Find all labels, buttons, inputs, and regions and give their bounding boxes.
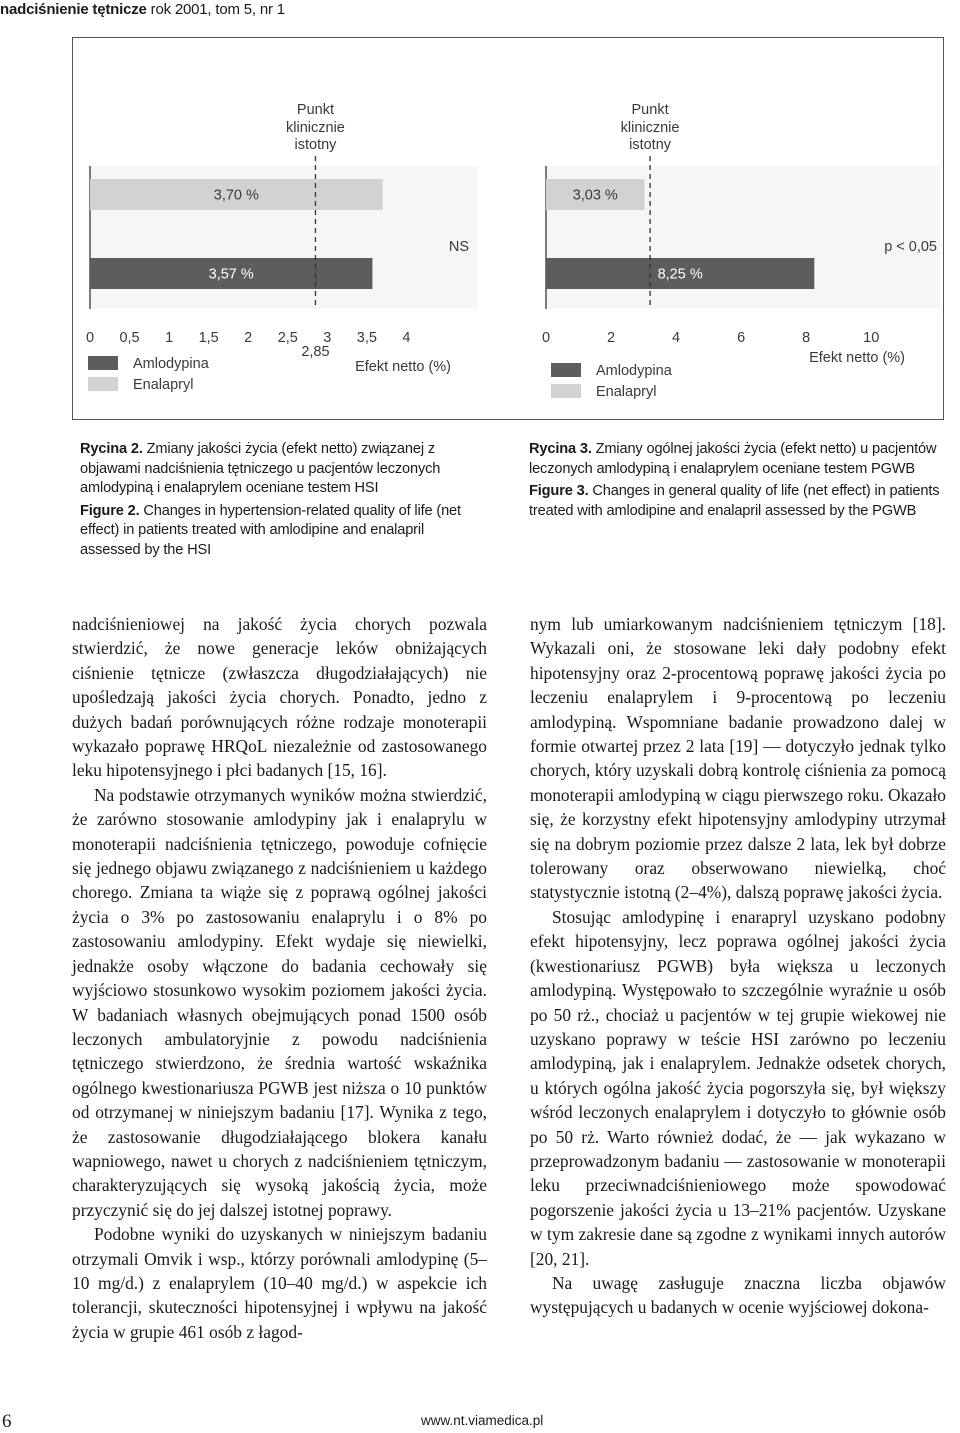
- x-tick-label: 6: [737, 330, 746, 346]
- paragraph: Podobne wyniki do uzyskanych w niniejszym badaniu otrzymali Omvik i wsp., którzy porównali amlodypinę (5–10 mg/d.) z enalaprylem (10–40 mg/d.) w aspekcie ich tolerancji, skuteczności hipotensyjnej i wpływu na jakość życia w grupie 461 osób z łagod-: [72, 1224, 487, 1342]
- body-column-left: [72, 612, 487, 1344]
- x-tick-label: 4: [402, 330, 411, 346]
- paragraph: Na uwagę zasługuje znaczna liczba objawów występujących u badanych w ocenie wyjściowej dokona-: [530, 1272, 946, 1318]
- caption-fig3-pl-label: Rycina 3.: [529, 441, 592, 457]
- x-tick-label: 8: [802, 330, 811, 346]
- legend-swatch-amlodypina: [551, 363, 581, 377]
- legend-swatch-enalapryl: [551, 384, 581, 398]
- x-tick-label: 0,5: [119, 330, 140, 346]
- significance-label: p < 0,05: [884, 239, 937, 255]
- x-axis-label: Efekt netto (%): [355, 359, 451, 375]
- legend-label-amlodypina: Amlodypina: [596, 363, 672, 379]
- x-tick-label: 1,5: [198, 330, 219, 346]
- figures-panel: [72, 37, 944, 420]
- x-tick-label: 10: [863, 330, 880, 346]
- paragraph: nadciśnieniowej na jakość życia chorych pozwala stwierdzić, że nowe generacje leków obniżających ciśnienie tętnicze (zwłaszcza długodziałających) nie upośledzają jakości życia chorych. Ponadto, jedno z dużych badań porównujących różne rodzaje monoterapii wykazało poprawę HRQoL niezależnie od zastosowanego leku hipotensyjnego i płci badanych [15, 16].: [72, 614, 487, 781]
- figures-svg: [73, 38, 945, 421]
- data-label-enalapryl: 3,70 %: [213, 187, 259, 204]
- legend-swatch-enalapryl: [88, 377, 118, 391]
- caption-fig3-en-label: Figure 3.: [529, 483, 589, 499]
- reference-annotation-line: klinicznie: [620, 120, 680, 136]
- chart-rycina-3: [542, 102, 940, 400]
- caption-fig3-pl-text: Zmiany ogólnej jakości życia (efekt netto) u pacjentów leczonych amlodypiną i enalaprylem oceniane testem PGWB: [529, 441, 937, 477]
- legend-label-amlodypina: Amlodypina: [133, 356, 209, 372]
- x-tick-label: 2: [607, 330, 616, 346]
- footer-url[interactable]: www.nt.viamedica.pl: [421, 1413, 544, 1428]
- legend-label-enalapryl: Enalapryl: [596, 384, 657, 400]
- page-number: 6: [2, 1411, 12, 1432]
- x-tick-label: 2,5: [277, 330, 298, 346]
- chart-rycina-2: [86, 102, 478, 393]
- x-tick-label: 0: [85, 330, 95, 346]
- body-column-right: [530, 612, 946, 1320]
- data-label-amlodypina: 8,25 %: [657, 266, 703, 283]
- journal-title: nadciśnienie tętnicze: [0, 1, 147, 18]
- caption-fig2-en-text: Changes in hypertension-related quality of life (net effect) in patients treated with amlodipine and enalapril assessed by the HSI: [80, 502, 461, 558]
- reference-value-label: 2,85: [301, 344, 330, 360]
- paragraph: nym lub umiarkowanym nadciśnieniem tętniczym [18]. Wykazali oni, że stosowane leki dały podobny efekt hipotensyjny oraz 2-procentową poprawę jakości życia po leczeniu enalaprylem i 9-procentową po leczeniu amlodypiną. Wspomniane badanie prowadzono dalej w formie otwartej przez 2 lata [19] — dotyczyło jednak tylko chorych, który uzyskali dobrą kontrolę ciśnienia za pomocą monoterapii amlodypiną w ciągu pierwszego roku. Okazało się, że korzystny efekt hipotensyjny amlodypiny utrzymał się na dobrym poziomie przez dalsze 2 lata, lek był dobrze tolerowany oraz obserwowano niewielką, choć statystycznie istotną (2–4%), dalszą poprawę jakości życia.: [530, 614, 946, 903]
- paragraph: Na podstawie otrzymanych wyników można stwierdzić, że zarówno stosowanie amlodypiny jak i enalaprylu w monoterapii nadciśnienia tętniczego, powoduje cofnięcie się jednego objawu związanego z nadciśnieniem u każdego chorego. Zmiana ta wiąże się z poprawą ogólnej jakości życia o 3% po zastosowaniu enalaprylu i o 8% po zastosowaniu amlodypiny. Efekt wydaje się niewielki, jednakże osoby włączone do badania cechowały się wyjściowo stosunkowo wysokim poziomem jakości życia. W badaniach własnych obejmujących ponad 1500 osób leczonych ambulatoryjnie z powodu nadciśnienia tętniczego stwierdzono, że średnia wartość wskaźnika ogólnego kwestionariusza PGWB jest niższa o 10 punktów od otrzymanej w niniejszym badaniu [17]. Wynika z tego, że zastosowanie długodziałającego blokera kanału wapniowego, nawet u chorych z nadciśnieniem tętniczym, charakteryzujących się wysoką jakością życia, może przyczynić się do jej dalszej istotnej poprawy.: [72, 784, 487, 1220]
- data-label-amlodypina: 3,57 %: [208, 266, 254, 283]
- reference-annotation-line: Punkt: [631, 102, 669, 118]
- data-label-enalapryl: 3,03 %: [572, 187, 618, 204]
- x-tick-label: 4: [672, 330, 681, 346]
- x-tick-label: 0: [541, 330, 551, 346]
- caption-fig2-pl-label: Rycina 2.: [80, 441, 143, 457]
- x-tick-label: 3: [323, 330, 332, 346]
- caption-fig2-pl-text: Zmiany jakości życia (efekt netto) związanej z objawami nadciśnienia tętniczego u pacjentów leczonych amlodypiną i enalaprylem oceniane testem HSI: [80, 441, 441, 496]
- caption-fig2-en-label: Figure 2.: [80, 502, 140, 519]
- legend-swatch-amlodypina: [88, 356, 118, 370]
- journal-issue: rok 2001, tom 5, nr 1: [150, 1, 285, 18]
- reference-annotation-line: istotny: [294, 137, 337, 153]
- paragraph: Stosując amlodypinę i enarapryl uzyskano podobny efekt hipotensyjny, lecz poprawa ogólnej jakości życia (kwestionariusz PGWB) była większa u leczonych amlodypiną. Występowało to szczególnie wyraźnie u osób po 50 rż., chociaż u pacjentów w tej grupie wiekowej nie uzyskano poprawy w teście HSI zarówno po leczeniu amlodypiną, jak i enalaprylem. Jednakże odsetek chorych, u których ogólna jakość życia pogorszyła się, był większy wśród leczonych enalaprylem i dotyczyło to głównie osób po 50 rż. Warto również dodać, że — jak wykazano w przeprowadzonym badaniu — zastosowanie w monoterapii leku przeciwnadciśnieniowego może spowodować pogorszenie jakości życia u 13–21% pacjentów. Uzyskane w tym zakresie dane są zgodne z wynikami innych autorów [20, 21].: [530, 906, 946, 1269]
- running-head: [0, 0, 285, 28]
- reference-annotation-line: istotny: [629, 137, 672, 153]
- caption-fig3-en-text: Changes in general quality of life (net effect) in patients treated with amlodipine and enalapril assessed by the PGWB: [529, 483, 940, 519]
- reference-annotation-line: Punkt: [296, 102, 335, 118]
- legend-label-enalapryl: Enalapryl: [133, 377, 194, 393]
- x-tick-label: 3,5: [356, 330, 377, 346]
- caption-figure-2: [80, 440, 476, 563]
- x-axis-label: Efekt netto (%): [809, 350, 905, 366]
- x-tick-label: 2: [244, 330, 253, 346]
- significance-label: NS: [448, 239, 469, 255]
- x-tick-label: 1: [165, 330, 174, 346]
- reference-annotation-line: klinicznie: [286, 120, 345, 136]
- caption-figure-3: [529, 440, 947, 524]
